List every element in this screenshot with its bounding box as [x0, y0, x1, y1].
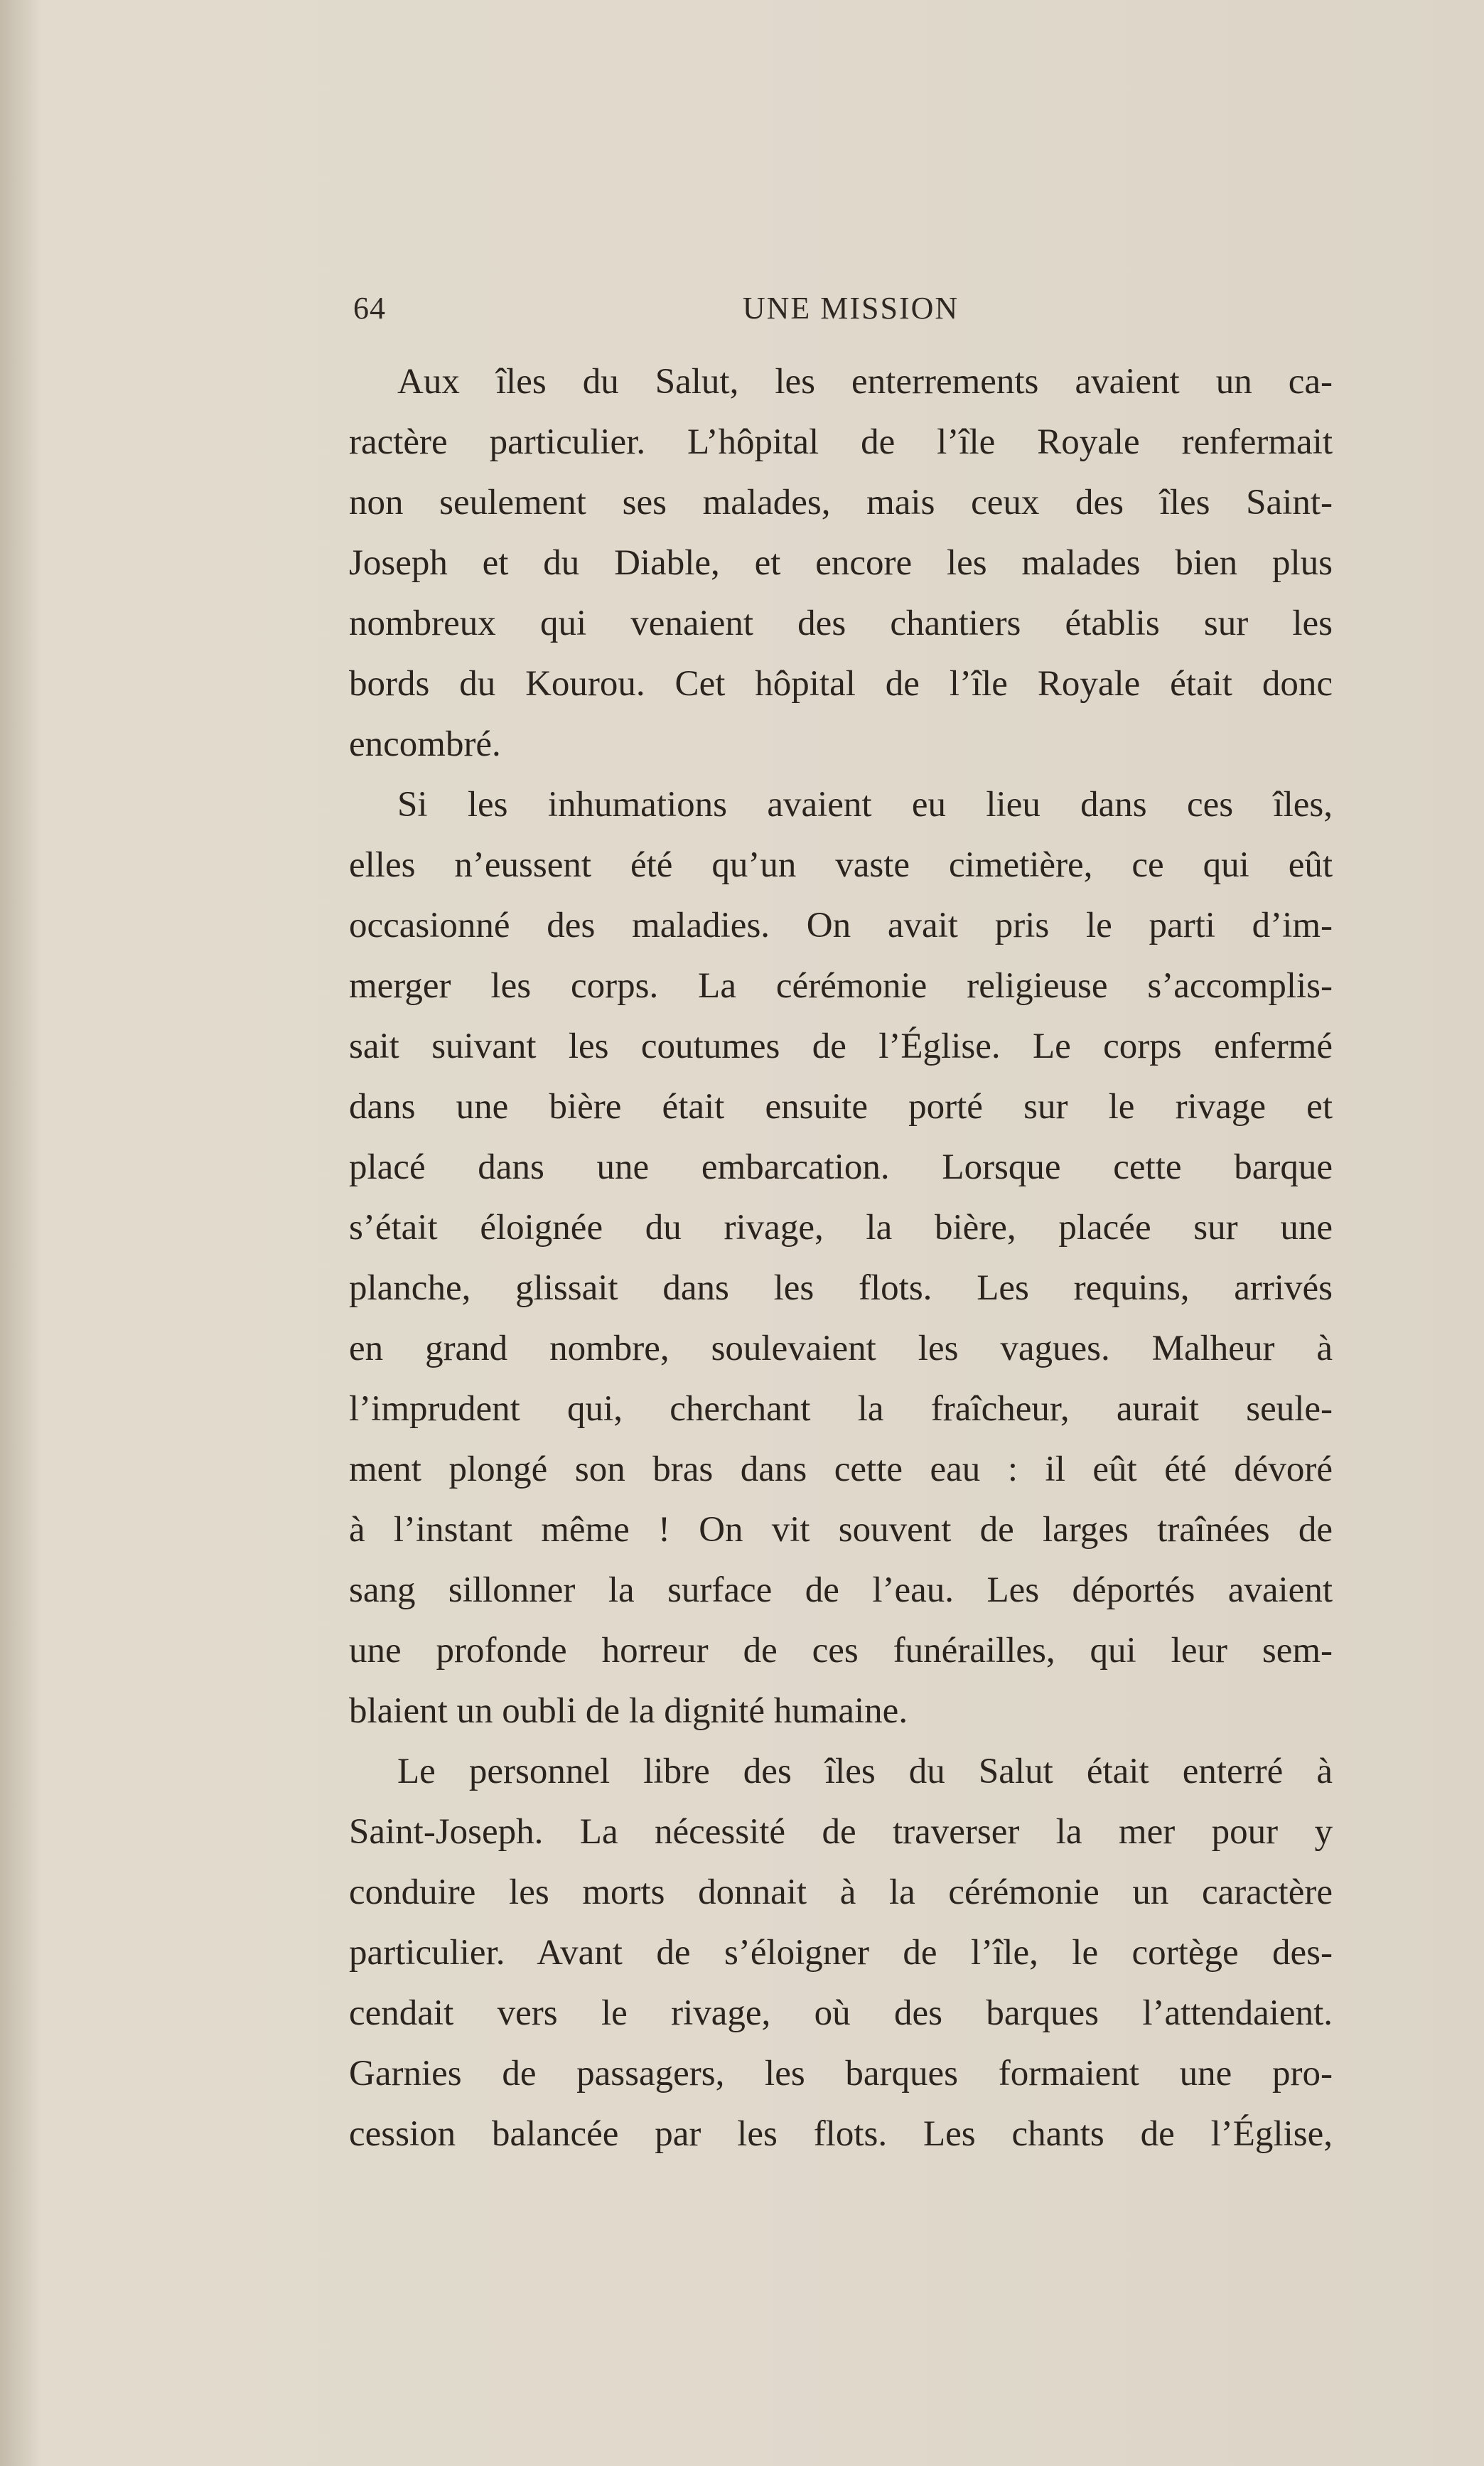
text-line: conduire les morts donnait à la cérémonie un caractère [349, 1872, 1333, 1912]
text-line: sait suivant les coutumes de l’Église. Le corps enfermé [349, 1026, 1333, 1066]
text-line: blaient un oubli de la dignité humaine. [349, 1691, 908, 1731]
text-line: placé dans une embarcation. Lorsque cette barque [349, 1147, 1333, 1187]
paragraph-3 [349, 1742, 1333, 2165]
text-line: sang sillonner la surface de l’eau. Les déportés avaient [349, 1570, 1333, 1610]
text-line: à l’instant même ! On vit souvent de larges traînées de [349, 1510, 1333, 1550]
text-line: l’imprudent qui, cherchant la fraîcheur, aurait seule- [349, 1389, 1333, 1429]
text-line: Garnies de passagers, les barques formaient une pro- [349, 2054, 1333, 2094]
text-line: non seulement ses malades, mais ceux des îles Saint- [349, 483, 1333, 522]
text-line: planche, glissait dans les flots. Les requins, arrivés [349, 1268, 1333, 1308]
text-line: cendait vers le rivage, où des barques l’attendaient. [349, 1993, 1333, 2033]
paragraph-1 [349, 352, 1333, 775]
paragraph-2 [349, 775, 1333, 1742]
text-line: Si les inhumations avaient eu lieu dans ces îles, [397, 785, 1333, 825]
text-line: bords du Kourou. Cet hôpital de l’île Royale était donc [349, 664, 1333, 704]
text-line: encombré. [349, 724, 501, 764]
text-line: Saint-Joseph. La nécessité de traverser la mer pour y [349, 1812, 1333, 1852]
text-line: Le personnel libre des îles du Salut était enterré à [397, 1752, 1333, 1791]
text-line: en grand nombre, soulevaient les vagues. Malheur à [349, 1329, 1333, 1368]
text-line: s’était éloignée du rivage, la bière, placée sur une [349, 1208, 1333, 1248]
body-text [349, 352, 1333, 2165]
running-title: UNE MISSION [742, 291, 959, 326]
text-line: ment plongé son bras dans cette eau : il eût été dévoré [349, 1449, 1333, 1489]
text-line: une profonde horreur de ces funérailles, qui leur sem- [349, 1631, 1333, 1671]
text-line: Joseph et du Diable, et encore les malades bien plus [349, 543, 1333, 583]
page-number: 64 [353, 291, 386, 326]
text-line: elles n’eussent été qu’un vaste cimetière, ce qui eût [349, 845, 1333, 885]
text-line: occasionné des maladies. On avait pris le parti d’im- [349, 906, 1333, 945]
running-head [353, 287, 1331, 337]
text-line: particulier. Avant de s’éloigner de l’île, le cortège des- [349, 1933, 1333, 1973]
binding-shadow [0, 0, 39, 2466]
text-line: cession balancée par les flots. Les chants de l’Église, [349, 2114, 1333, 2154]
text-line: merger les corps. La cérémonie religieuse s’accomplis- [349, 966, 1333, 1006]
text-line: Aux îles du Salut, les enterrements avaient un ca- [397, 362, 1333, 402]
text-line: nombreux qui venaient des chantiers établis sur les [349, 604, 1333, 643]
text-line: ractère particulier. L’hôpital de l’île Royale renfermait [349, 422, 1333, 462]
text-line: dans une bière était ensuite porté sur le rivage et [349, 1087, 1333, 1127]
